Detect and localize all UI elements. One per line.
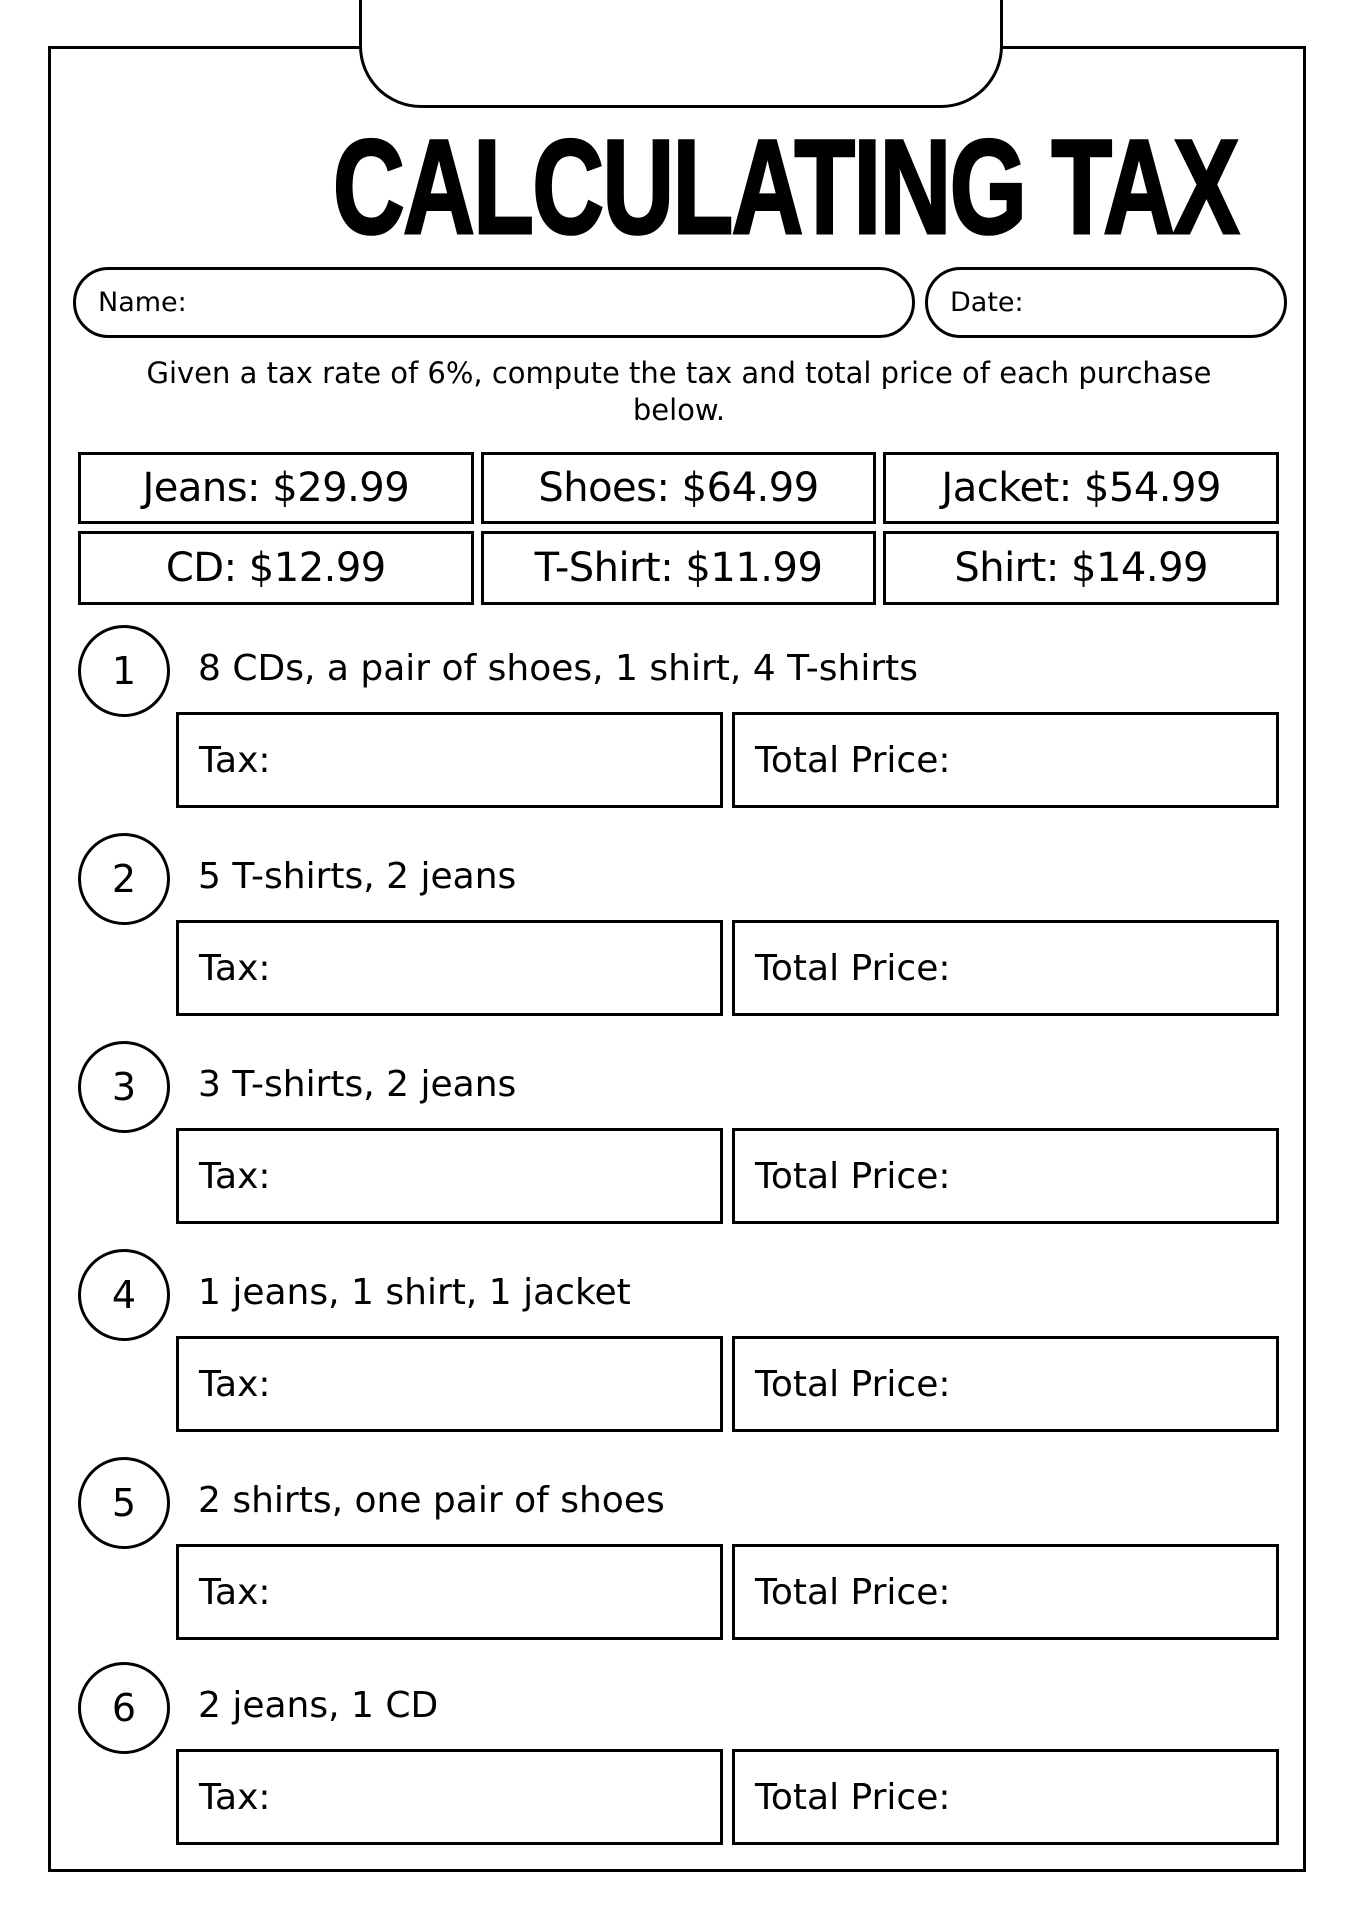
price-list xyxy=(78,452,1279,605)
tax-answer-box[interactable] xyxy=(176,712,723,808)
total-price-answer-box[interactable] xyxy=(732,1128,1279,1224)
price-item-tshirt: T-Shirt: $11.99 xyxy=(481,531,877,605)
question-3 xyxy=(78,1041,1279,1233)
question-5 xyxy=(78,1457,1279,1649)
total-price-answer-box[interactable] xyxy=(732,1336,1279,1432)
tax-answer-box[interactable] xyxy=(176,1544,723,1640)
tax-label: Tax: xyxy=(199,947,271,989)
date-label: Date: xyxy=(950,287,1024,318)
total-price-answer-box[interactable] xyxy=(732,920,1279,1016)
question-text: 8 CDs, a pair of shoes, 1 shirt, 4 T-shirts xyxy=(198,648,919,689)
page-title xyxy=(174,113,1238,262)
instructions xyxy=(100,355,1258,429)
price-item-cd: CD: $12.99 xyxy=(78,531,474,605)
total-price-label: Total Price: xyxy=(755,947,951,989)
instructions-text: Given a tax rate of 6%, compute the tax and total price of each purchase below. xyxy=(146,356,1212,427)
question-number: 3 xyxy=(78,1041,170,1133)
tax-answer-box[interactable] xyxy=(176,1336,723,1432)
name-field[interactable] xyxy=(73,267,915,338)
tax-label: Tax: xyxy=(199,1776,271,1818)
question-number: 4 xyxy=(78,1249,170,1341)
clipboard-tab xyxy=(359,0,1003,108)
total-price-answer-box[interactable] xyxy=(732,1544,1279,1640)
question-2 xyxy=(78,833,1279,1025)
question-number: 1 xyxy=(78,625,170,717)
date-field[interactable] xyxy=(925,267,1287,338)
total-price-label: Total Price: xyxy=(755,1363,951,1405)
total-price-answer-box[interactable] xyxy=(732,712,1279,808)
tax-label: Tax: xyxy=(199,1155,271,1197)
question-text: 2 jeans, 1 CD xyxy=(198,1685,439,1726)
question-4 xyxy=(78,1249,1279,1441)
total-price-label: Total Price: xyxy=(755,1776,951,1818)
tax-label: Tax: xyxy=(199,739,271,781)
tax-label: Tax: xyxy=(199,1363,271,1405)
price-item-jacket: Jacket: $54.99 xyxy=(883,452,1279,524)
question-number: 6 xyxy=(78,1662,170,1754)
total-price-label: Total Price: xyxy=(755,739,951,781)
question-number: 2 xyxy=(78,833,170,925)
question-text: 1 jeans, 1 shirt, 1 jacket xyxy=(198,1272,631,1313)
question-text: 3 T-shirts, 2 jeans xyxy=(198,1064,517,1105)
question-1 xyxy=(78,625,1279,817)
total-price-label: Total Price: xyxy=(755,1155,951,1197)
total-price-label: Total Price: xyxy=(755,1571,951,1613)
price-item-shirt: Shirt: $14.99 xyxy=(883,531,1279,605)
page-title-text: CALCULATING TAX xyxy=(332,113,1238,262)
tax-label: Tax: xyxy=(199,1571,271,1613)
tax-answer-box[interactable] xyxy=(176,1749,723,1845)
total-price-answer-box[interactable] xyxy=(732,1749,1279,1845)
question-text: 5 T-shirts, 2 jeans xyxy=(198,856,517,897)
question-text: 2 shirts, one pair of shoes xyxy=(198,1480,665,1521)
tax-answer-box[interactable] xyxy=(176,1128,723,1224)
price-item-jeans: Jeans: $29.99 xyxy=(78,452,474,524)
name-label: Name: xyxy=(98,287,187,318)
tax-answer-box[interactable] xyxy=(176,920,723,1016)
price-item-shoes: Shoes: $64.99 xyxy=(481,452,877,524)
question-6 xyxy=(78,1662,1279,1854)
question-number: 5 xyxy=(78,1457,170,1549)
